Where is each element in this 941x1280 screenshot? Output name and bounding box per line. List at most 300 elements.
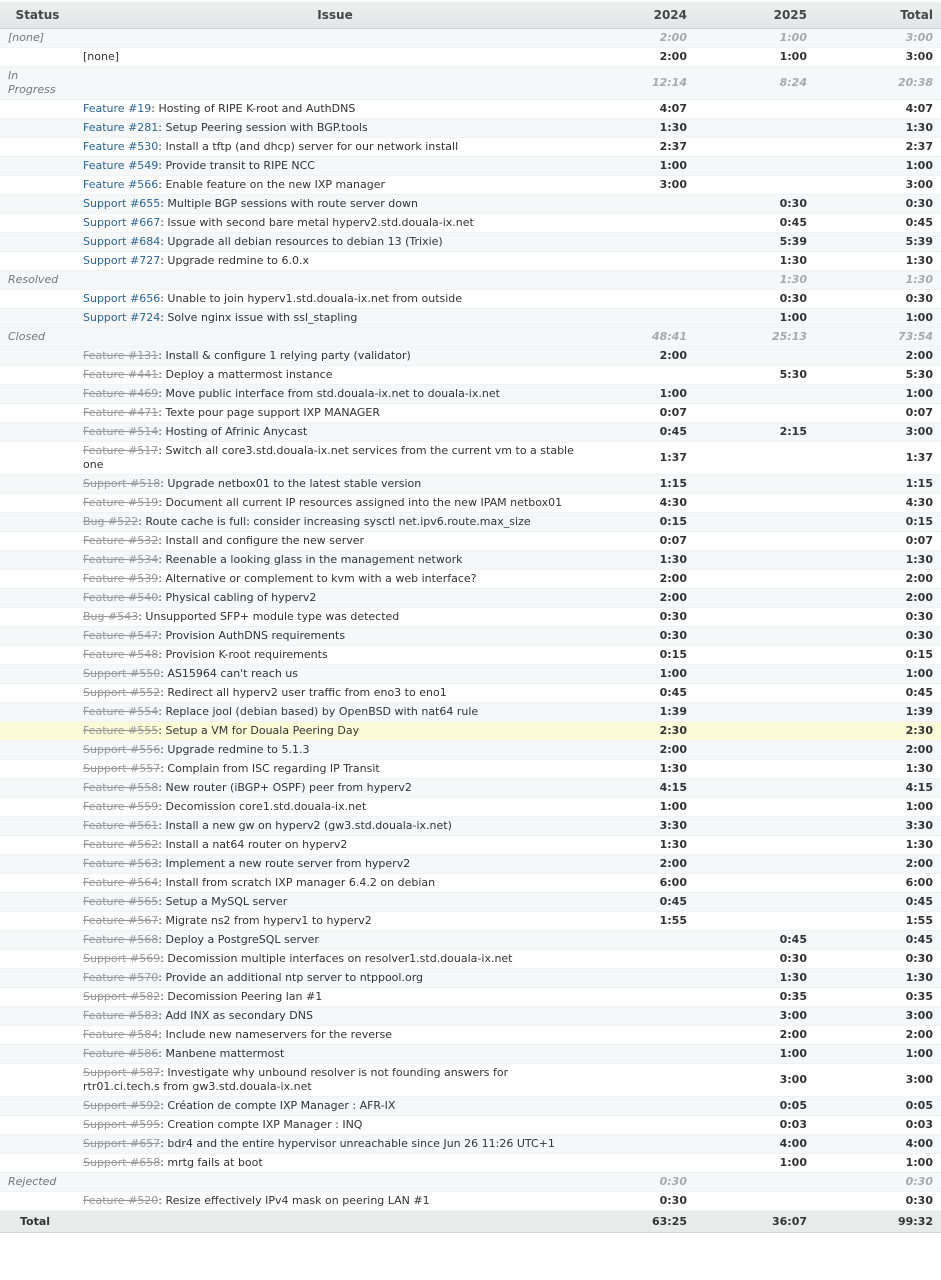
issue-row [0,627,941,646]
hours-2024 [595,366,695,385]
hours-2024: 2:00 [595,48,695,67]
issue-subject: : Decomission Peering lan #1 [160,990,323,1003]
issue-link[interactable]: Feature #558 [83,781,159,794]
hours-2024: 2:00 [595,570,695,589]
issue-link[interactable]: Feature #564 [83,876,159,889]
hours-2025: 3:00 [695,1064,815,1097]
group-total-2024: 12:14 [595,67,695,100]
issue-cell [75,665,595,684]
issue-link[interactable]: Feature #554 [83,705,159,718]
hours-2025 [695,589,815,608]
group-total-2024: 48:41 [595,328,695,347]
hours-total: 0:45 [815,684,941,703]
issue-subject: : Création de compte IXP Manager : AFR-IX [160,1099,396,1112]
issue-cell [75,100,595,119]
hours-total: 4:07 [815,100,941,119]
hours-2025: 1:30 [695,252,815,271]
hours-2024: 2:00 [595,855,695,874]
hours-2025 [695,100,815,119]
group-total-overall: 3:00 [815,29,941,48]
hours-total: 1:00 [815,309,941,328]
issue-cell [75,722,595,741]
group-total-2024 [595,271,695,290]
hours-total: 1:00 [815,665,941,684]
issue-cell [75,779,595,798]
hours-total: 3:00 [815,1007,941,1026]
hours-total: 3:00 [815,48,941,67]
hours-2025 [695,684,815,703]
issue-link[interactable]: Support #658 [83,1156,161,1169]
issue-link[interactable]: Feature #131 [83,349,159,362]
issue-row [0,494,941,513]
issue-subject: : Add INX as secondary DNS [158,1009,313,1022]
group-row [0,271,941,290]
issue-row [0,988,941,1007]
issue-link[interactable]: Feature #583 [83,1009,159,1022]
row-status-spacer [0,589,75,608]
time-report-table [0,2,941,1233]
hours-2025: 0:30 [695,195,815,214]
row-status-spacer [0,931,75,950]
row-status-spacer [0,1064,75,1097]
hours-2024: 4:30 [595,494,695,513]
hours-total: 3:30 [815,817,941,836]
hours-2025 [695,385,815,404]
row-status-spacer [0,233,75,252]
issue-cell [75,214,595,233]
issue-subject: : Install a tftp (and dhcp) server for our network install [158,140,459,153]
hours-total: 0:45 [815,893,941,912]
issue-subject: : Install from scratch IXP manager 6.4.2 on debian [158,876,436,889]
hours-2025 [695,157,815,176]
issue-row [0,233,941,252]
issue-link[interactable]: Support #556 [83,743,161,756]
hours-2025 [695,779,815,798]
issue-link[interactable]: Feature #586 [83,1047,159,1060]
issue-link[interactable]: Feature #566 [83,178,159,191]
issue-row [0,722,941,741]
row-status-spacer [0,874,75,893]
issue-row [0,385,941,404]
issue-link[interactable]: Support #557 [83,762,161,775]
hours-2024 [595,1154,695,1173]
hours-2024: 0:30 [595,627,695,646]
issue-cell [75,589,595,608]
issue-link[interactable]: Feature #584 [83,1028,159,1041]
issue-row [0,570,941,589]
issue-cell [75,423,595,442]
issue-link[interactable]: Support #569 [83,952,161,965]
hours-2024: 0:45 [595,893,695,912]
issue-link[interactable]: Feature #534 [83,553,159,566]
total-hours-2024: 63:25 [595,1211,695,1233]
hours-2025 [695,347,815,366]
hours-2025: 4:00 [695,1135,815,1154]
total-row-label: Total [0,1211,75,1233]
hours-total: 0:05 [815,1097,941,1116]
issue-row [0,195,941,214]
hours-2025: 5:30 [695,366,815,385]
issue-cell [75,475,595,494]
hours-total: 1:00 [815,1154,941,1173]
issue-row [0,1045,941,1064]
issue-link[interactable]: Feature #520 [83,1194,159,1207]
group-row [0,328,941,347]
row-status-spacer [0,309,75,328]
row-status-spacer [0,442,75,475]
hours-2025 [695,551,815,570]
group-status-label: Resolved [0,271,75,290]
hours-2024: 1:00 [595,798,695,817]
issue-row [0,119,941,138]
hours-2025 [695,665,815,684]
issue-link[interactable]: Support #518 [83,477,161,490]
group-row [0,67,941,100]
hours-total: 2:00 [815,741,941,760]
hours-total: 0:30 [815,1192,941,1211]
hours-2024: 3:00 [595,176,695,195]
issue-link[interactable]: Feature #469 [83,387,159,400]
hours-2024: 1:55 [595,912,695,931]
row-status-spacer [0,1135,75,1154]
issue-link[interactable]: Feature #530 [83,140,159,153]
issue-link[interactable]: Feature #570 [83,971,159,984]
hours-2025 [695,893,815,912]
issue-row [0,1192,941,1211]
row-status-spacer [0,290,75,309]
issue-link[interactable]: Support #667 [83,216,161,229]
issue-link[interactable]: Feature #540 [83,591,159,604]
column-header-issue: Issue [75,2,595,29]
group-total-overall: 0:30 [815,1173,941,1192]
issue-cell [75,1116,595,1135]
issue-subject: : Upgrade redmine to 5.1.3 [160,743,310,756]
report-body [0,29,941,1211]
hours-2024 [595,1116,695,1135]
column-header-status: Status [0,2,75,29]
hours-2024: 0:15 [595,646,695,665]
hours-total: 0:35 [815,988,941,1007]
hours-2024 [595,950,695,969]
issue-row [0,214,941,233]
issue-subject: : Hosting of Afrinic Anycast [158,425,308,438]
group-total-2025: 8:24 [695,67,815,100]
issue-subject: : Creation compte IXP Manager : INQ [160,1118,363,1131]
issue-row [0,741,941,760]
hours-2024: 2:30 [595,722,695,741]
issue-row [0,893,941,912]
issue-link[interactable]: Feature #568 [83,933,159,946]
issue-link[interactable]: Bug #522 [83,515,139,528]
issue-link[interactable]: Feature #471 [83,406,159,419]
issue-cell [75,874,595,893]
row-status-spacer [0,855,75,874]
issue-link[interactable]: Feature #441 [83,368,159,381]
report-footer [0,1211,941,1233]
issue-cell [75,1192,595,1211]
issue-row [0,1026,941,1045]
issue-cell [75,760,595,779]
issue-link[interactable]: Feature #565 [83,895,159,908]
issue-cell [75,988,595,1007]
issue-row [0,532,941,551]
issue-cell [75,931,595,950]
issue-subject: : Solve nginx issue with ssl_stapling [160,311,358,324]
hours-2025: 0:45 [695,214,815,233]
hours-total: 3:00 [815,423,941,442]
issue-row [0,157,941,176]
row-status-spacer [0,893,75,912]
hours-total: 1:39 [815,703,941,722]
issue-link[interactable]: Support #684 [83,235,161,248]
issue-cell [75,912,595,931]
issue-cell [75,950,595,969]
issue-link[interactable]: Support #587 [83,1066,161,1079]
hours-total: 0:07 [815,532,941,551]
column-header-total: Total [815,2,941,29]
row-status-spacer [0,665,75,684]
hours-2025 [695,817,815,836]
hours-2025: 0:05 [695,1097,815,1116]
issue-cell [75,532,595,551]
issue-link[interactable]: Support #724 [83,311,161,324]
hours-2025 [695,760,815,779]
hours-total: 1:37 [815,442,941,475]
issue-link[interactable]: Feature #561 [83,819,159,832]
hours-2024 [595,1007,695,1026]
hours-total: 1:30 [815,252,941,271]
issue-subject: : Provide an additional ntp server to ntppool.org [158,971,424,984]
hours-2025: 1:00 [695,309,815,328]
issue-cell [75,176,595,195]
row-status-spacer [0,176,75,195]
hours-2024: 4:07 [595,100,695,119]
row-status-spacer [0,741,75,760]
issue-link[interactable]: Feature #567 [83,914,159,927]
hours-2024: 4:15 [595,779,695,798]
hours-2025: 2:00 [695,1026,815,1045]
issue-cell [75,1045,595,1064]
issue-link[interactable]: Support #656 [83,292,161,305]
hours-2025: 0:03 [695,1116,815,1135]
hours-total: 0:15 [815,646,941,665]
row-status-spacer [0,404,75,423]
issue-subject: [none] [83,50,120,63]
hours-2024: 0:15 [595,513,695,532]
issue-row [0,442,941,475]
issue-subject: : Switch all core3.std.douala-ix.net services from the current vm to a stable one [83,444,574,471]
issue-link[interactable]: Support #655 [83,197,161,210]
issue-row [0,703,941,722]
hours-2025: 0:30 [695,950,815,969]
issue-link[interactable]: Feature #517 [83,444,159,457]
issue-row [0,138,941,157]
hours-2024: 0:45 [595,423,695,442]
issue-link[interactable]: Feature #549 [83,159,159,172]
hours-total: 0:07 [815,404,941,423]
issue-subject: : Setup Peering session with BGP.tools [158,121,368,134]
issue-cell [75,494,595,513]
row-status-spacer [0,423,75,442]
issue-link[interactable]: Support #552 [83,686,161,699]
issue-subject: : Unsupported SFP+ module type was detected [138,610,400,623]
hours-total: 4:30 [815,494,941,513]
hours-2025 [695,741,815,760]
group-issue-spacer [75,67,595,100]
row-status-spacer [0,513,75,532]
issue-link[interactable]: Feature #519 [83,496,159,509]
hours-total: 1:00 [815,798,941,817]
issue-link[interactable]: Support #595 [83,1118,161,1131]
hours-total: 4:00 [815,1135,941,1154]
issue-cell [75,703,595,722]
hours-total: 2:00 [815,347,941,366]
issue-link[interactable]: Feature #514 [83,425,159,438]
issue-row [0,1116,941,1135]
issue-subject: : Hosting of RIPE K-root and AuthDNS [151,102,356,115]
issue-row [0,931,941,950]
hours-total: 6:00 [815,874,941,893]
issue-link[interactable]: Support #582 [83,990,161,1003]
issue-row [0,1135,941,1154]
issue-subject: : Enable feature on the new IXP manager [158,178,385,191]
row-status-spacer [0,684,75,703]
hours-total: 0:30 [815,627,941,646]
issue-cell [75,119,595,138]
issue-link[interactable]: Feature #281 [83,121,159,134]
row-status-spacer [0,157,75,176]
hours-2024: 1:30 [595,119,695,138]
issue-link[interactable]: Feature #532 [83,534,159,547]
hours-total: 2:00 [815,570,941,589]
row-status-spacer [0,836,75,855]
row-status-spacer [0,252,75,271]
issue-link[interactable]: Feature #559 [83,800,159,813]
issue-link[interactable]: Feature #548 [83,648,159,661]
issue-cell [75,817,595,836]
hours-2025: 1:00 [695,1045,815,1064]
issue-link[interactable]: Support #727 [83,254,161,267]
hours-2024 [595,1097,695,1116]
row-status-spacer [0,950,75,969]
hours-total: 0:45 [815,931,941,950]
column-header-2025: 2025 [695,2,815,29]
issue-row [0,475,941,494]
issue-subject: : Install a nat64 router on hyperv2 [158,838,348,851]
issue-link[interactable]: Support #657 [83,1137,161,1150]
hours-total: 3:00 [815,1064,941,1097]
hours-2024 [595,1045,695,1064]
hours-2025: 1:00 [695,48,815,67]
issue-subject: : mrtg fails at boot [160,1156,263,1169]
issue-subject: : New router (iBGP+ OSPF) peer from hyperv2 [158,781,412,794]
hours-2025 [695,703,815,722]
hours-2025 [695,646,815,665]
issue-row [0,798,941,817]
issue-subject: : Unable to join hyperv1.std.douala-ix.net from outside [160,292,463,305]
issue-link[interactable]: Feature #563 [83,857,159,870]
issue-row [0,950,941,969]
hours-2025 [695,475,815,494]
issue-link[interactable]: Feature #19 [83,102,152,115]
hours-total: 1:30 [815,969,941,988]
issue-row [0,100,941,119]
row-status-spacer [0,119,75,138]
issue-cell [75,551,595,570]
hours-2024 [595,1064,695,1097]
issue-subject: : Investigate why unbound resolver is not founding answers for rtr01.ci.tech.s from gw3.std.douala-ix.net [83,1066,509,1093]
issue-cell [75,969,595,988]
issue-cell [75,252,595,271]
issue-cell [75,309,595,328]
issue-row [0,48,941,67]
row-status-spacer [0,1154,75,1173]
row-status-spacer [0,347,75,366]
issue-row [0,646,941,665]
issue-link[interactable]: Support #592 [83,1099,161,1112]
issue-cell [75,684,595,703]
group-row [0,1173,941,1192]
issue-link[interactable]: Feature #562 [83,838,159,851]
hours-total: 5:39 [815,233,941,252]
report-header [0,2,941,29]
issue-subject: : Include new nameservers for the reverse [158,1028,393,1041]
issue-subject: : Provision K-root requirements [158,648,328,661]
hours-2025 [695,119,815,138]
issue-cell [75,233,595,252]
row-status-spacer [0,532,75,551]
issue-subject: : Install and configure the new server [158,534,365,547]
issue-link[interactable]: Bug #543 [83,610,139,623]
issue-link[interactable]: Feature #555 [83,724,159,737]
issue-row [0,551,941,570]
row-status-spacer [0,722,75,741]
row-status-spacer [0,912,75,931]
hours-2025: 0:30 [695,290,815,309]
issue-link[interactable]: Feature #539 [83,572,159,585]
hours-total: 1:30 [815,836,941,855]
row-status-spacer [0,779,75,798]
issue-row [0,836,941,855]
issue-cell [75,608,595,627]
hours-2024 [595,252,695,271]
issue-cell [75,1007,595,1026]
hours-2025: 0:45 [695,931,815,950]
hours-2024: 2:00 [595,741,695,760]
hours-total: 2:37 [815,138,941,157]
issue-subject: : Complain from ISC regarding IP Transit [160,762,380,775]
hours-2025: 1:30 [695,969,815,988]
issue-row [0,969,941,988]
issue-subject: : Reenable a looking glass in the management network [158,553,463,566]
issue-row [0,684,941,703]
issue-cell [75,741,595,760]
issue-link[interactable]: Support #550 [83,667,161,680]
issue-cell [75,404,595,423]
hours-2024: 0:45 [595,684,695,703]
issue-cell [75,1064,595,1097]
issue-link[interactable]: Feature #547 [83,629,159,642]
hours-2025: 2:15 [695,423,815,442]
issue-cell [75,893,595,912]
hours-2024: 1:00 [595,385,695,404]
row-status-spacer [0,385,75,404]
hours-2024: 0:30 [595,1192,695,1211]
issue-cell [75,1026,595,1045]
issue-subject: : Decomission multiple interfaces on resolver1.std.douala-ix.net [160,952,513,965]
hours-total: 4:15 [815,779,941,798]
row-status-spacer [0,570,75,589]
